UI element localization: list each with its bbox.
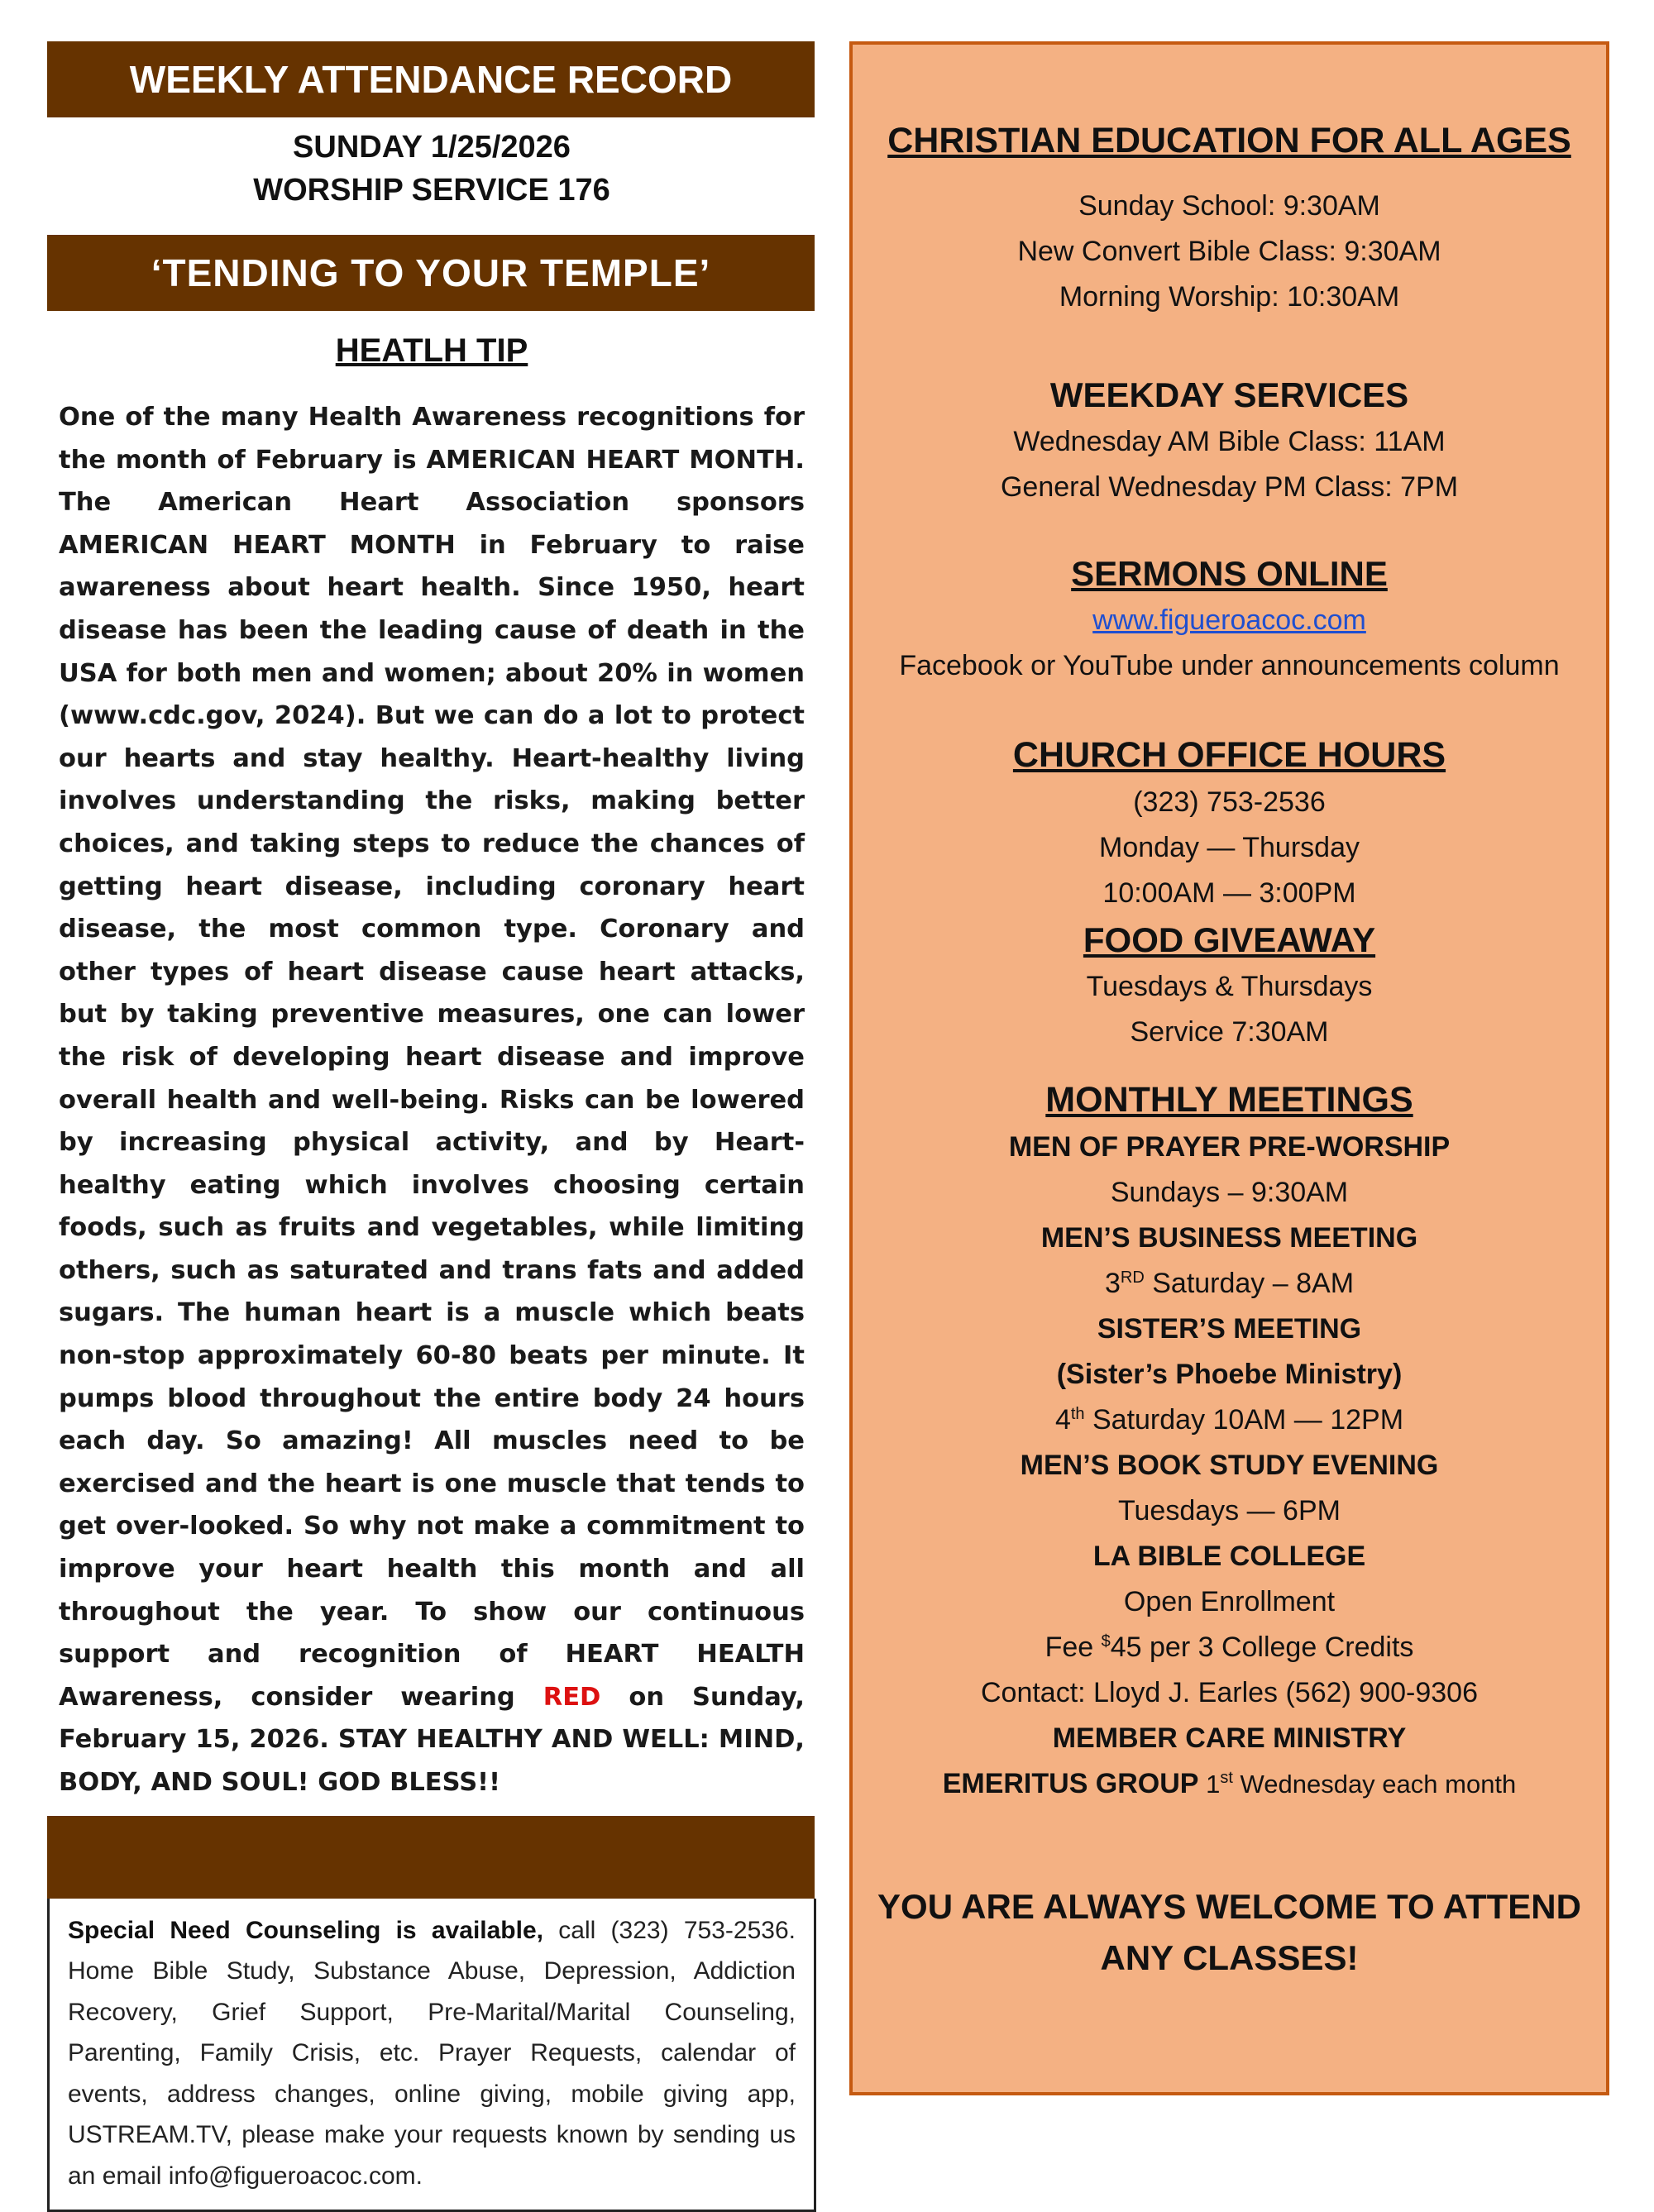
counseling-box [47, 1899, 816, 2212]
emeritus-day-suffix: st [1220, 1769, 1233, 1787]
emeritus-day-time: Wednesday each month [1232, 1770, 1517, 1799]
business-day-time: Saturday – 8AM [1144, 1268, 1355, 1299]
red-highlight: RED [543, 1682, 601, 1712]
info-sidebar [849, 41, 1609, 2095]
business-day-suffix: RD [1120, 1268, 1145, 1287]
office-days: Monday — Thursday [1099, 832, 1360, 863]
office-phone: (323) 753-2536 [1133, 786, 1326, 818]
service-number: WORSHIP SERVICE 176 [253, 173, 610, 208]
men-of-prayer-time: Sundays – 9:30AM [1110, 1177, 1349, 1208]
office-hours: 10:00AM — 3:00PM [1102, 877, 1356, 909]
food-giveaway-time: Service 7:30AM [1130, 1016, 1329, 1048]
fee-amount: 45 per 3 College Credits [1110, 1632, 1414, 1663]
health-tip-text: One of the many Health Awareness recognitions for the month of February is AMERICAN HEART MONTH. The American Heart Association sponsors AMERICAN HEART MONTH in February to raise awareness about heart health. Since 1950, heart disease has been the leading cause of death in the USA for both men and women; about 20% in women (www.cdc.gov, 2024). But we can do a lot to protect our hearts and stay healthy. Heart-healthy living involves understanding the risks, making better choices, and taking steps to reduce the chances of getting heart disease, including coronary heart disease, the most common type. Coronary and other types of heart disease cause heart attacks, but by taking preventive measures, one can lower the risk of developing heart disease and improve overall health and well-being. Risks can be lowered by increasing physical activity, and by Heart-healthy eating which involves choosing certain foods, such as fruits and vegetables, while limiting others, such as saturated and trans fats and added sugars. The human heart is a muscle which beats non-stop approximately 60-80 beats per minute. It pumps blood throughout the entire body 24 hours each day. So amazing! All muscles need to be exercised and the heart is one muscle that tends to get over-looked. So why not make a commitment to improve your heart health this month and all throughout the year. To show our continuous support and recognition of HEART HEALTH Awareness, consider wearing [59, 403, 805, 1712]
bible-college-status: Open Enrollment [1123, 1586, 1336, 1617]
food-giveaway-days: Tuesdays & Thursdays [1086, 971, 1373, 1002]
service-date: SUNDAY 1/25/2026 [293, 130, 571, 165]
counseling-text: call (323) 753-2536. Home Bible Study, Substance Abuse, Depression, Addiction Recovery, Grief Support, Pre-Marital/Marital Counseling, Parenting, Family Crisis, etc. Prayer Requests, calendar of events, address changes, online giving, mobile giving app, USTREAM.TV, please make your requests known by sending us an email info@figueroacoc.com. [68, 1916, 796, 2190]
wednesday-am-class: Wednesday AM Bible Class: 11AM [1013, 426, 1446, 457]
website-link[interactable]: www.figueroacoc.com [1092, 604, 1366, 636]
weekday-services-title: WEEKDAY SERVICES [1049, 375, 1409, 414]
office-hours-title: CHURCH OFFICE HOURS [1012, 735, 1446, 775]
education-title: CHRISTIAN EDUCATION FOR ALL AGES [887, 121, 1571, 160]
sister-meeting-subtitle: (Sister’s Phoebe Ministry) [1056, 1359, 1403, 1390]
business-day-number: 3 [1104, 1268, 1121, 1299]
health-tip-closing: on Sunday, February 15, 2026. STAY HEALTHY AND WELL: MIND, BODY, AND SOUL! GOD BLESS!! [59, 1682, 805, 1797]
business-meeting-title: MEN’S BUSINESS MEETING [1040, 1222, 1418, 1254]
bible-college-contact: Contact: Lloyd J. Earles (562) 900-9306 [980, 1677, 1478, 1708]
monthly-meetings-title: MONTHLY MEETINGS [1045, 1080, 1413, 1120]
sunday-school-time: Sunday School: 9:30AM [1078, 190, 1380, 222]
sister-meeting-time [853, 1397, 1606, 1443]
brown-divider-bar [47, 1816, 815, 1899]
men-of-prayer-title: MEN OF PRAYER PRE-WORSHIP [1008, 1131, 1451, 1163]
emeritus-day-number: 1 [1198, 1770, 1221, 1799]
dollar-sign: $ [1101, 1632, 1111, 1651]
member-care-title: MEMBER CARE MINISTRY [1052, 1722, 1407, 1754]
food-giveaway-title: FOOD GIVEAWAY [1083, 920, 1376, 959]
emeritus-group-line [853, 1761, 1606, 1807]
health-tip-title: HEATLH TIP [335, 332, 528, 369]
counseling-lead: Special Need Counseling is available, [68, 1916, 543, 1944]
fee-prefix: Fee [1045, 1632, 1102, 1663]
bible-college-fee [853, 1625, 1606, 1670]
book-study-title: MEN’S BOOK STUDY EVENING [1020, 1450, 1439, 1481]
business-meeting-time [853, 1261, 1606, 1307]
sister-day-suffix: th [1070, 1405, 1085, 1423]
health-tip-body [47, 396, 816, 1804]
sermons-title: SERMONS ONLINE [1071, 554, 1388, 593]
new-convert-class-time: New Convert Bible Class: 9:30AM [1017, 236, 1441, 267]
sermons-note: Facebook or YouTube under announcements column [899, 650, 1560, 681]
book-study-time: Tuesdays — 6PM [1118, 1495, 1341, 1526]
bible-college-title: LA BIBLE COLLEGE [1092, 1541, 1366, 1572]
welcome-line-2: ANY CLASSES! [1100, 1938, 1359, 1977]
welcome-line-1: YOU ARE ALWAYS WELCOME TO ATTEND [877, 1887, 1581, 1926]
morning-worship-time: Morning Worship: 10:30AM [1059, 281, 1400, 313]
attendance-header: WEEKLY ATTENDANCE RECORD [47, 41, 815, 117]
sister-day-time: Saturday 10AM — 12PM [1084, 1404, 1404, 1436]
sister-day-number: 4 [1054, 1404, 1071, 1436]
sister-meeting-title: SISTER’S MEETING [1097, 1313, 1362, 1345]
wednesday-pm-class: General Wednesday PM Class: 7PM [1000, 471, 1459, 503]
left-column [47, 41, 816, 2212]
emeritus-group-title: EMERITUS GROUP [942, 1768, 1199, 1799]
theme-title: ‘TENDING TO YOUR TEMPLE’ [47, 235, 815, 311]
